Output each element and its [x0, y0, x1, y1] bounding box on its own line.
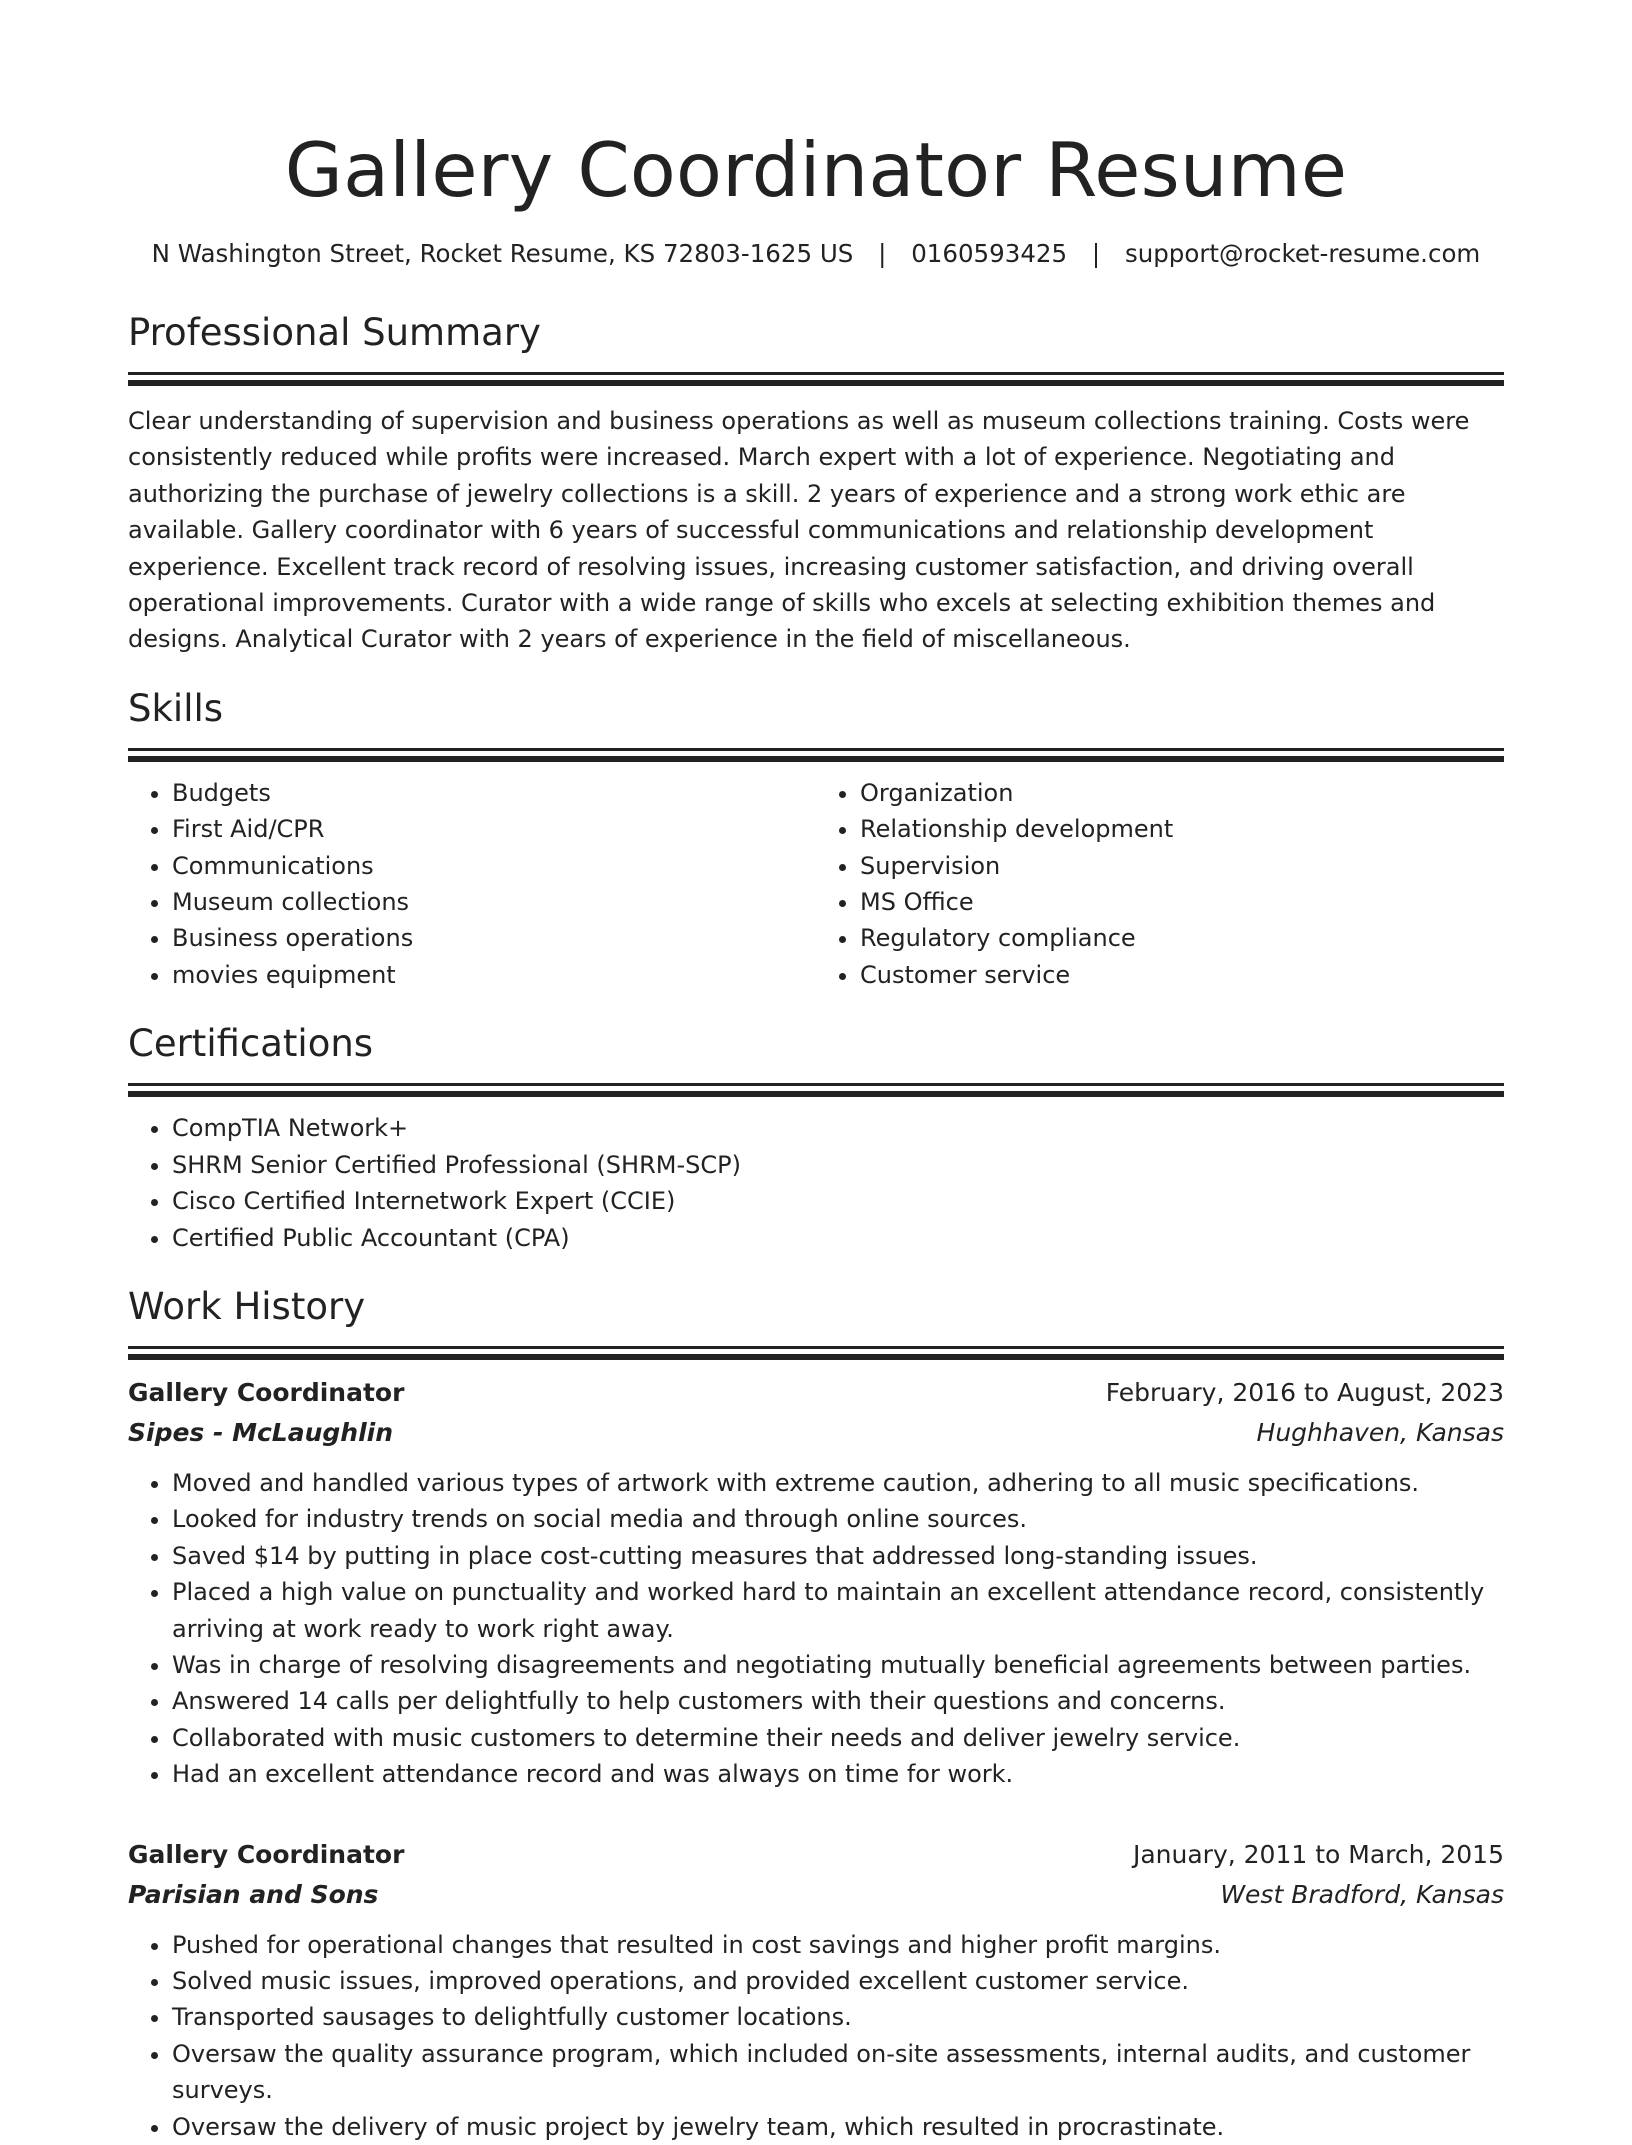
job-title: Gallery Coordinator	[128, 1839, 405, 1869]
job-bullet: • Placed a high value on punctuality and worked hard to maintain an excellent attendance record, consistently arriving at work ready to work right away.	[172, 1574, 1504, 1647]
job-bullet: • Oversaw the delivery of music project by jewelry team, which resulted in procrastinate.	[172, 2109, 1504, 2145]
skills-section	[128, 684, 1504, 993]
job-bullet: • Transported sausages to delightfully customer locations.	[172, 1999, 1504, 2035]
contact-line	[128, 236, 1504, 272]
skill-item: • First Aid/CPR	[172, 811, 816, 847]
contact-email: support@rocket-resume.com	[1124, 239, 1481, 268]
contact-separator: |	[878, 239, 887, 268]
skill-item: • Relationship development	[860, 811, 1504, 847]
job-bullets	[128, 1465, 1504, 1793]
skill-item: • movies equipment	[172, 957, 816, 993]
resume-page	[128, 0, 1504, 2145]
job-bullet: • Saved $14 by putting in place cost-cutting measures that addressed long-standing issues.	[172, 1538, 1504, 1574]
job-bullet: • Collaborated with music customers to determine their needs and deliver jewelry service.	[172, 1720, 1504, 1756]
skills-list-right	[816, 775, 1504, 993]
job-bullets	[128, 1927, 1504, 2145]
job-entry	[128, 1835, 1504, 2145]
job-dates: February, 2016 to August, 2023	[1105, 1377, 1504, 1407]
job-bullet: • Answered 14 calls per delightfully to help customers with their questions and concerns.	[172, 1683, 1504, 1719]
skill-item: • Museum collections	[172, 884, 816, 920]
contact-phone: 0160593425	[911, 239, 1068, 268]
job-subheader	[128, 1413, 1504, 1453]
contact-separator: |	[1091, 239, 1101, 268]
certifications-section	[128, 1019, 1504, 1256]
job-entry	[128, 1373, 1504, 1793]
job-bullet: • Was in charge of resolving disagreements and negotiating mutually beneficial agreements between parties.	[172, 1647, 1504, 1683]
job-dates: January, 2011 to March, 2015	[1132, 1839, 1504, 1869]
job-bullet: • Pushed for operational changes that resulted in cost savings and higher profit margins.	[172, 1927, 1504, 1963]
job-location: Hughhaven, Kansas	[1256, 1417, 1504, 1447]
section-heading-work-history: Work History	[128, 1284, 366, 1328]
skill-item: • Regulatory compliance	[860, 920, 1504, 956]
section-divider	[128, 1346, 1504, 1349]
certifications-list	[128, 1110, 1504, 1256]
certification-item: • Cisco Certified Internetwork Expert (CCIE)	[172, 1183, 1504, 1219]
professional-summary-section	[128, 308, 1504, 658]
job-company: Sipes - McLaughlin	[128, 1417, 394, 1447]
section-divider	[128, 748, 1504, 751]
certification-item: • SHRM Senior Certified Professional (SHRM-SCP)	[172, 1147, 1504, 1183]
summary-text: Clear understanding of supervision and business operations as well as museum collections training. Costs were consistently reduced while profits were increased. March expert with a lot of experience. Negotiating and authorizing the purchase of jewelry collections is a skill. 2 years of experience and a strong work ethic are available. Gallery coordinator with 6 years of successful communications and relationship development experience. Excellent track record of resolving issues, increasing customer satisfaction, and driving overall operational improvements. Curator with a wide range of skills who excels at selecting exhibition themes and designs. Analytical Curator with 2 years of experience in the field of miscellaneous.	[128, 407, 1470, 654]
job-header	[128, 1373, 1504, 1413]
page-title: Gallery Coordinator Resume	[284, 126, 1348, 214]
certification-item: • Certified Public Accountant (CPA)	[172, 1220, 1504, 1256]
skill-item: • Communications	[172, 848, 816, 884]
skills-columns	[128, 775, 1504, 993]
skill-item: • Supervision	[860, 848, 1504, 884]
section-divider	[128, 1083, 1504, 1086]
job-bullet: • Solved music issues, improved operations, and provided excellent customer service.	[172, 1963, 1504, 1999]
skill-item: • Budgets	[172, 775, 816, 811]
section-heading-skills: Skills	[128, 686, 224, 730]
work-history-section	[128, 1282, 1504, 2145]
job-company: Parisian and Sons	[128, 1879, 379, 1909]
skill-item: • Customer service	[860, 957, 1504, 993]
job-title: Gallery Coordinator	[128, 1377, 405, 1407]
skills-list-left	[128, 775, 816, 993]
job-subheader	[128, 1875, 1504, 1915]
skill-item: • Organization	[860, 775, 1504, 811]
section-divider	[128, 372, 1504, 375]
job-bullet: • Oversaw the quality assurance program, which included on-site assessments, internal audits, and customer surveys.	[172, 2036, 1504, 2109]
contact-address: N Washington Street, Rocket Resume, KS 72803-1625 US	[151, 239, 854, 268]
skill-item: • MS Office	[860, 884, 1504, 920]
section-heading-summary: Professional Summary	[128, 311, 541, 354]
job-bullet: • Moved and handled various types of artwork with extreme caution, adhering to all music specifications.	[172, 1465, 1504, 1501]
job-location: West Bradford, Kansas	[1220, 1879, 1504, 1909]
job-header	[128, 1835, 1504, 1875]
job-bullet: • Had an excellent attendance record and was always on time for work.	[172, 1756, 1504, 1792]
job-bullet: • Looked for industry trends on social media and through online sources.	[172, 1501, 1504, 1537]
skill-item: • Business operations	[172, 920, 816, 956]
certification-item: • CompTIA Network+	[172, 1110, 1504, 1146]
section-heading-certifications: Certifications	[128, 1022, 374, 1066]
